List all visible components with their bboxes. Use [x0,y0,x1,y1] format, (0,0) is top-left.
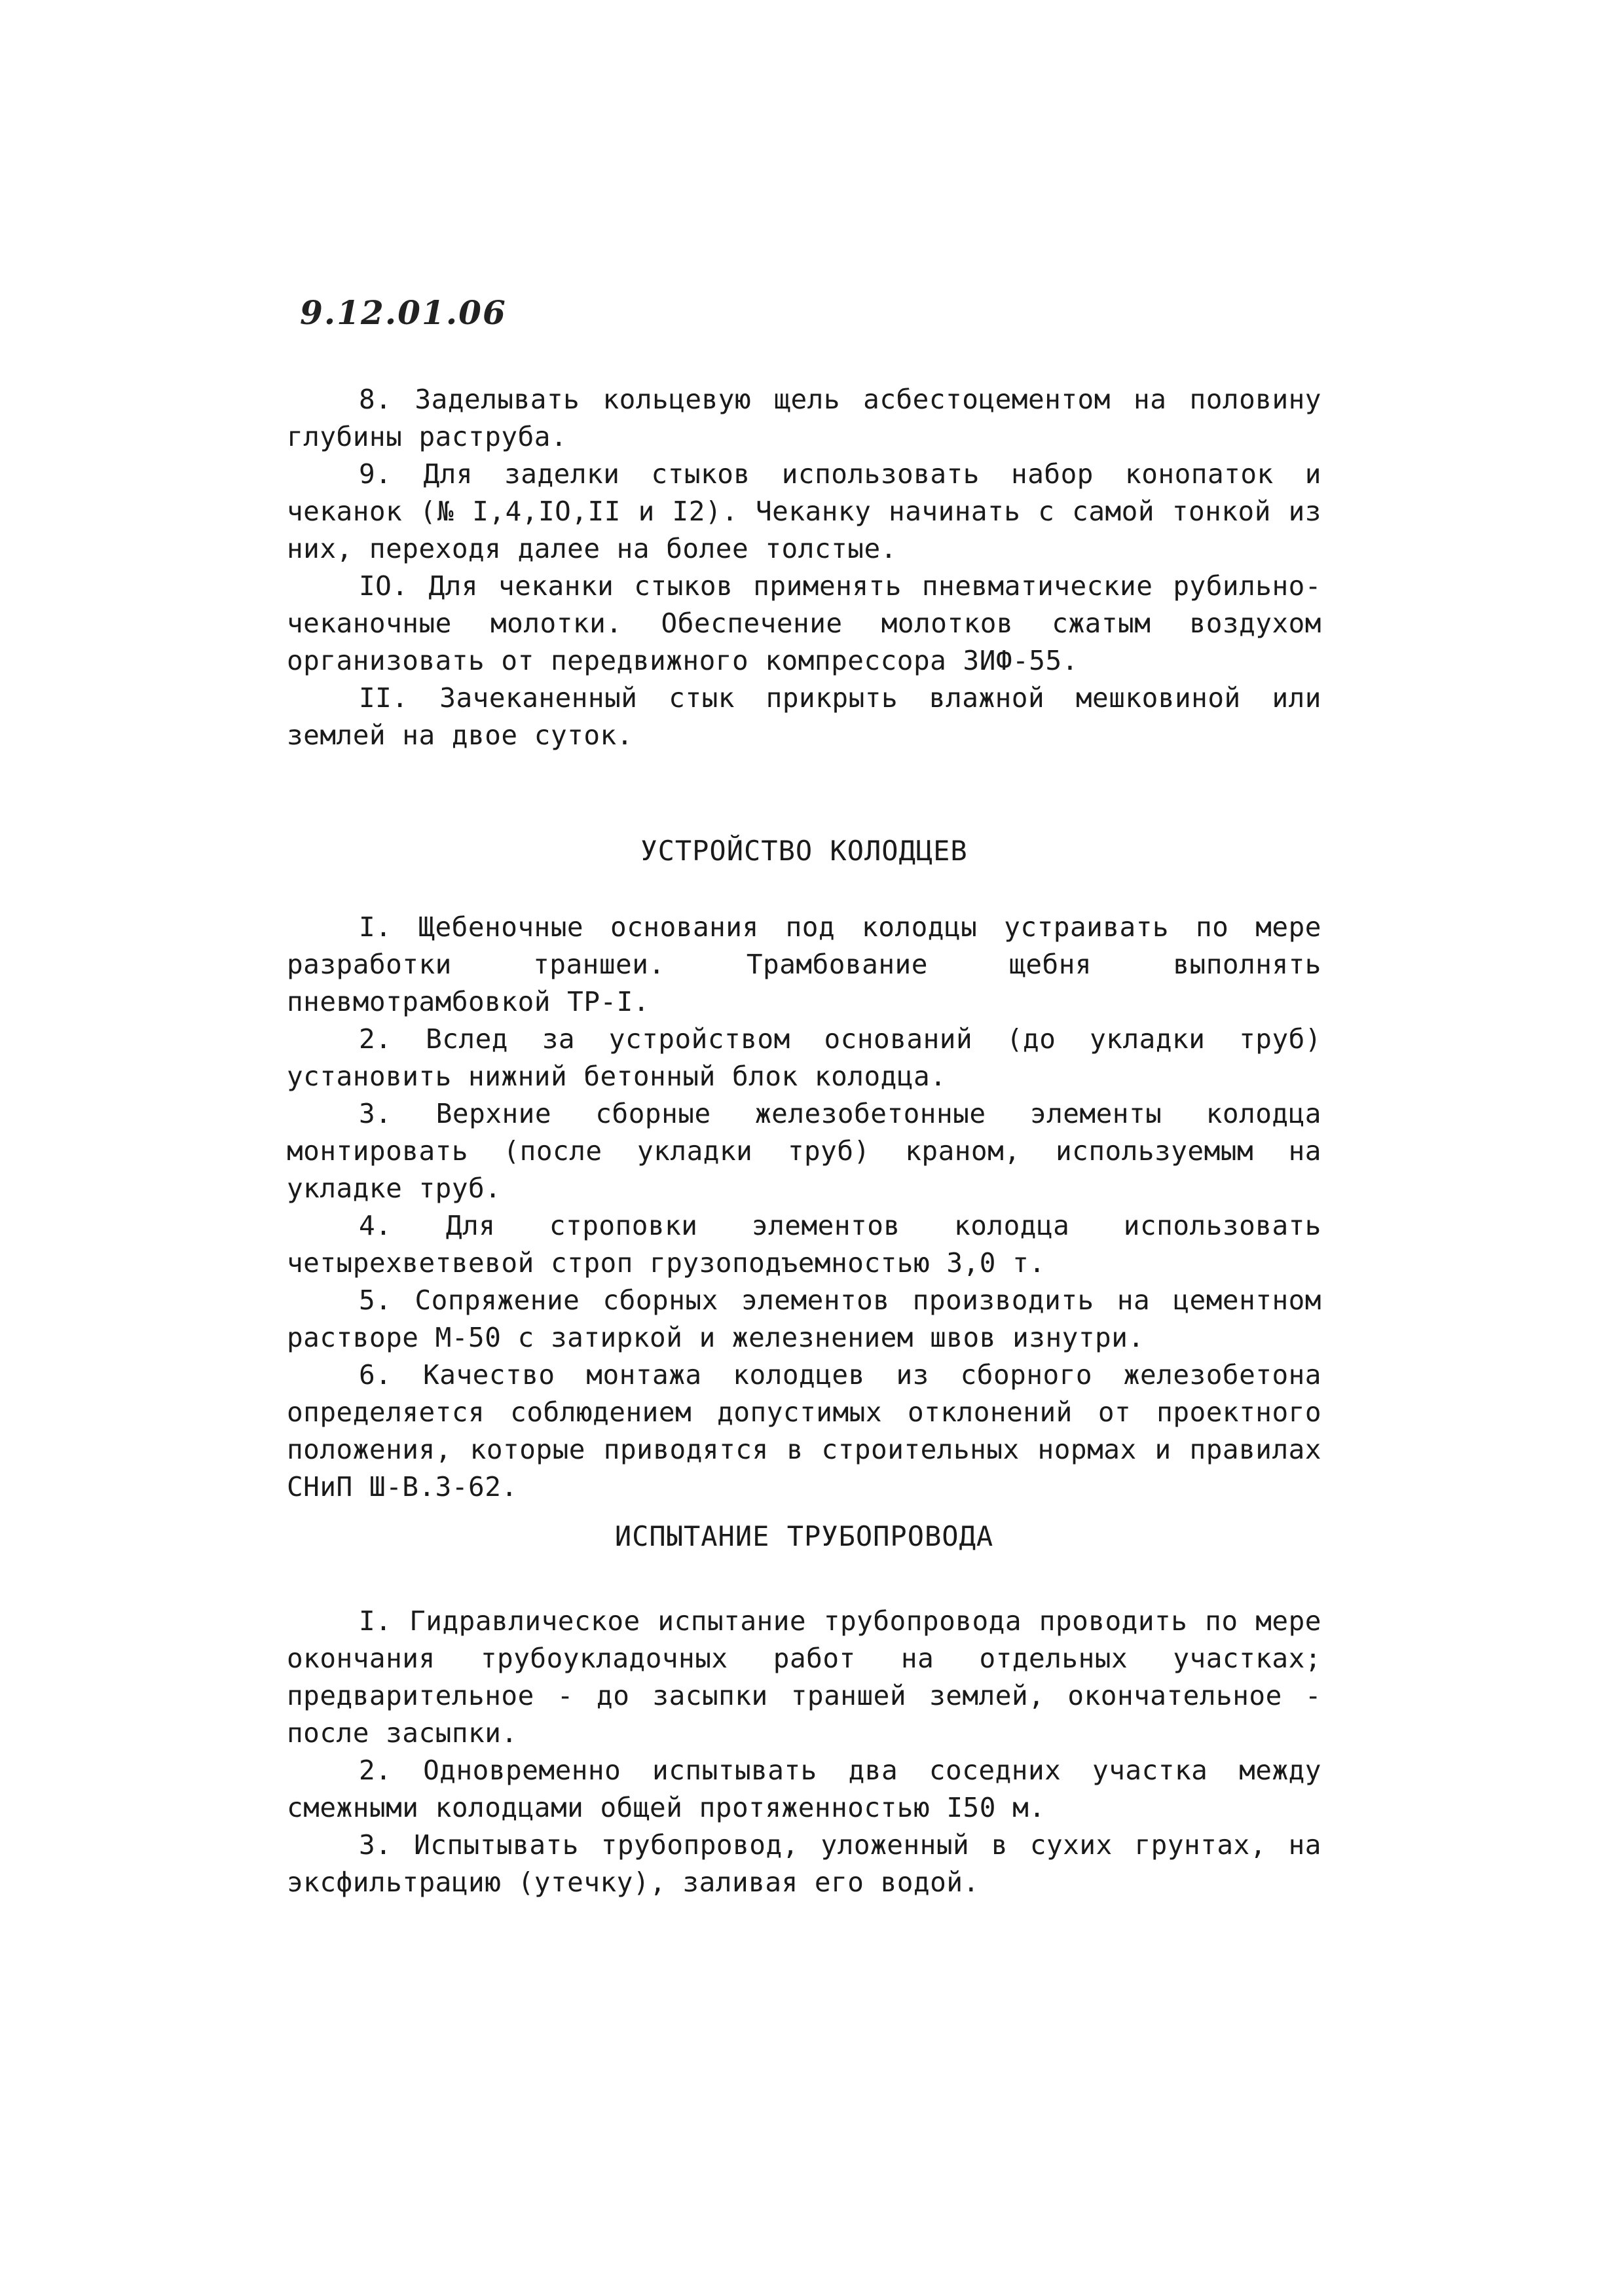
testing-paragraph-3: 3. Испытывать трубопровод, уложенный в сухих грунтах, на эксфильтрацию (утечку), заливая его водой. [287,1829,1321,1898]
paragraph-10: IO. Для чеканки стыков применять пневматические рубильно-чеканочные молотки. Обеспечение молотков сжатым воздухом организовать от передвижного компрессора ЗИФ-55. [287,570,1321,676]
wells-paragraph-3: 3. Верхние сборные железобетонные элементы колодца монтировать (после укладки труб) краном, используемым на укладке труб. [287,1098,1321,1204]
intro-text-block [287,381,1321,754]
section-heading-testing: ИСПЫТАНИЕ ТРУБОПРОВОДА [614,1520,994,1552]
testing-paragraph-2: 2. Одновременно испытывать два соседних участка между смежными колодцами общей протяженностью I50 м. [287,1755,1321,1823]
testing-text-block [287,1603,1321,1901]
wells-text-block [287,909,1321,1506]
wells-paragraph-1: I. Щебеночные основания под колодцы устраивать по мере разработки траншеи. Трамбование щебня выполнять пневмотрамбовкой ТР-I. [287,911,1321,1017]
wells-paragraph-4: 4. Для строповки элементов колодца использовать четырехветвевой строп грузоподъемностью 3,0 т. [287,1210,1321,1279]
document-code: 9.12.01.06 [300,293,507,332]
wells-paragraph-6: 6. Качество монтажа колодцев из сборного железобетона определяется соблюдением допустимых отклонений от проектного положения, которые приводятся в строительных нормах и правилах СНиП Ш-В.3-62. [287,1359,1321,1503]
paragraph-9: 9. Для заделки стыков использовать набор конопаток и чеканок (№ I,4,IO,II и I2). Чеканку начинать с самой тонкой из них, переходя далее на более толстые. [287,458,1321,564]
paragraph-8: 8. Заделывать кольцевую щель асбестоцементом на половину глубины раструба. [287,384,1321,452]
wells-paragraph-5: 5. Сопряжение сборных элементов производить на цементном растворе М-50 с затиркой и железнением швов изнутри. [287,1285,1321,1353]
testing-paragraph-1: I. Гидравлическое испытание трубопровода проводить по мере окончания трубоукладочных работ на отдельных участках; предварительное - до засыпки траншей землей, окончательное - после засыпки. [287,1605,1321,1749]
paragraph-11: II. Зачеканенный стык прикрыть влажной мешковиной или землей на двое суток. [287,682,1321,751]
wells-paragraph-2: 2. Вслед за устройством оснований (до укладки труб) установить нижний бетонный блок колодца. [287,1023,1321,1092]
section-heading-wells: УСТРОЙСТВО КОЛОДЦЕВ [640,835,968,867]
